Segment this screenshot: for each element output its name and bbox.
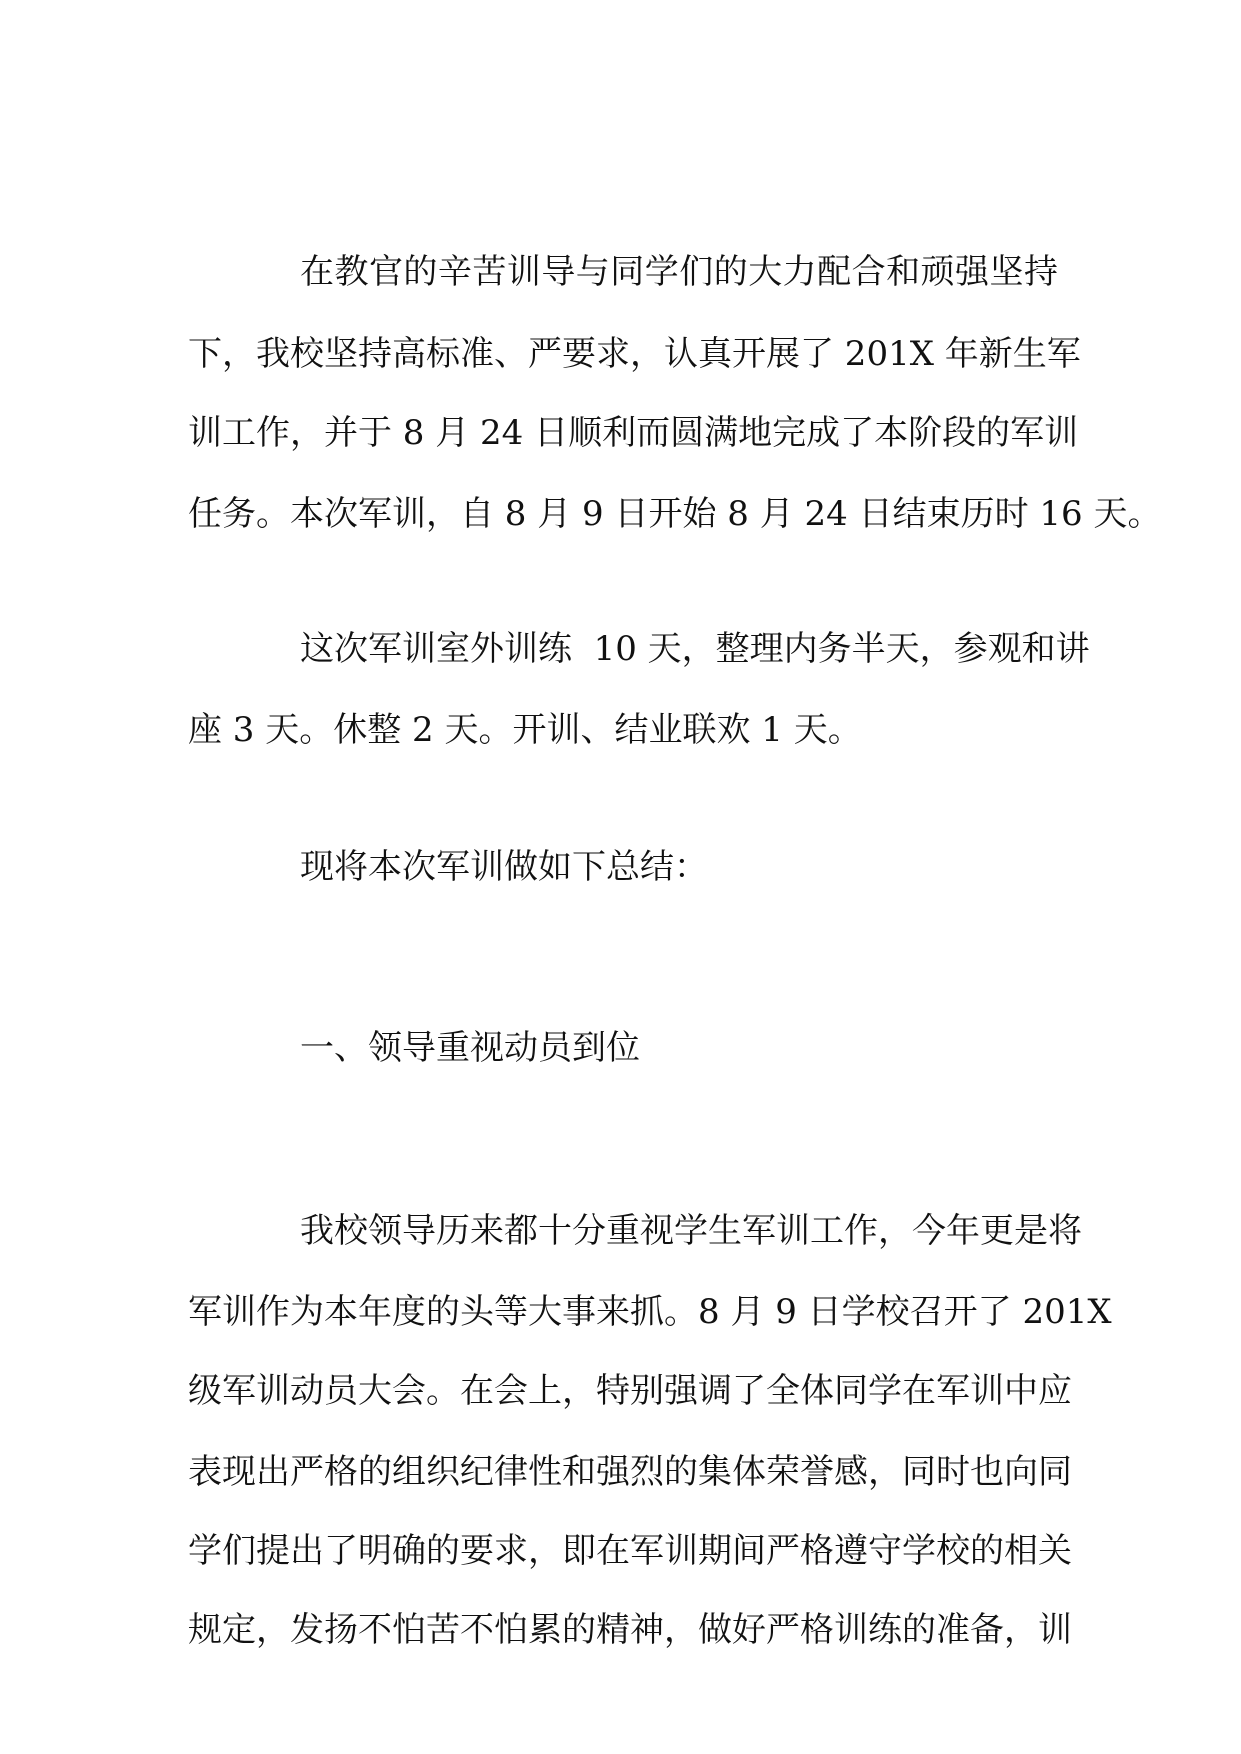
paragraph-2-line-1: 这次军训室外训练 10 天，整理内务半天，参观和讲 — [300, 629, 1090, 669]
paragraph-4-line-6: 规定，发扬不怕苦不怕累的精神，做好严格训练的准备，训 — [188, 1610, 1072, 1650]
paragraph-1-line-1: 在教官的辛苦训导与同学们的大力配合和顽强坚持 — [300, 252, 1058, 292]
paragraph-4-line-1: 我校领导历来都十分重视学生军训工作，今年更是将 — [300, 1211, 1082, 1251]
paragraph-1-line-3: 训工作，并于 8 月 24 日顺利而圆满地完成了本阶段的军训 — [188, 413, 1079, 453]
paragraph-4-line-3: 级军训动员大会。在会上，特别强调了全体同学在军训中应 — [188, 1371, 1072, 1411]
paragraph-4-line-2: 军训作为本年度的头等大事来抓。8 月 9 日学校召开了 201X — [188, 1292, 1112, 1332]
paragraph-4-line-5: 学们提出了明确的要求，即在军训期间严格遵守学校的相关 — [188, 1531, 1072, 1571]
paragraph-1-line-2: 下，我校坚持高标准、严要求，认真开展了 201X 年新生军 — [188, 334, 1081, 374]
paragraph-1-line-4: 任务。本次军训，自 8 月 9 日开始 8 月 24 日结束历时 16 天。 — [188, 494, 1162, 534]
section-heading-1: 一、领导重视动员到位 — [300, 1028, 640, 1068]
paragraph-3-line-1: 现将本次军训做如下总结： — [300, 847, 708, 887]
paragraph-2-line-2: 座 3 天。休整 2 天。开训、结业联欢 1 天。 — [188, 710, 862, 750]
paragraph-4-line-4: 表现出严格的组织纪律性和强烈的集体荣誉感，同时也向同 — [188, 1452, 1072, 1492]
